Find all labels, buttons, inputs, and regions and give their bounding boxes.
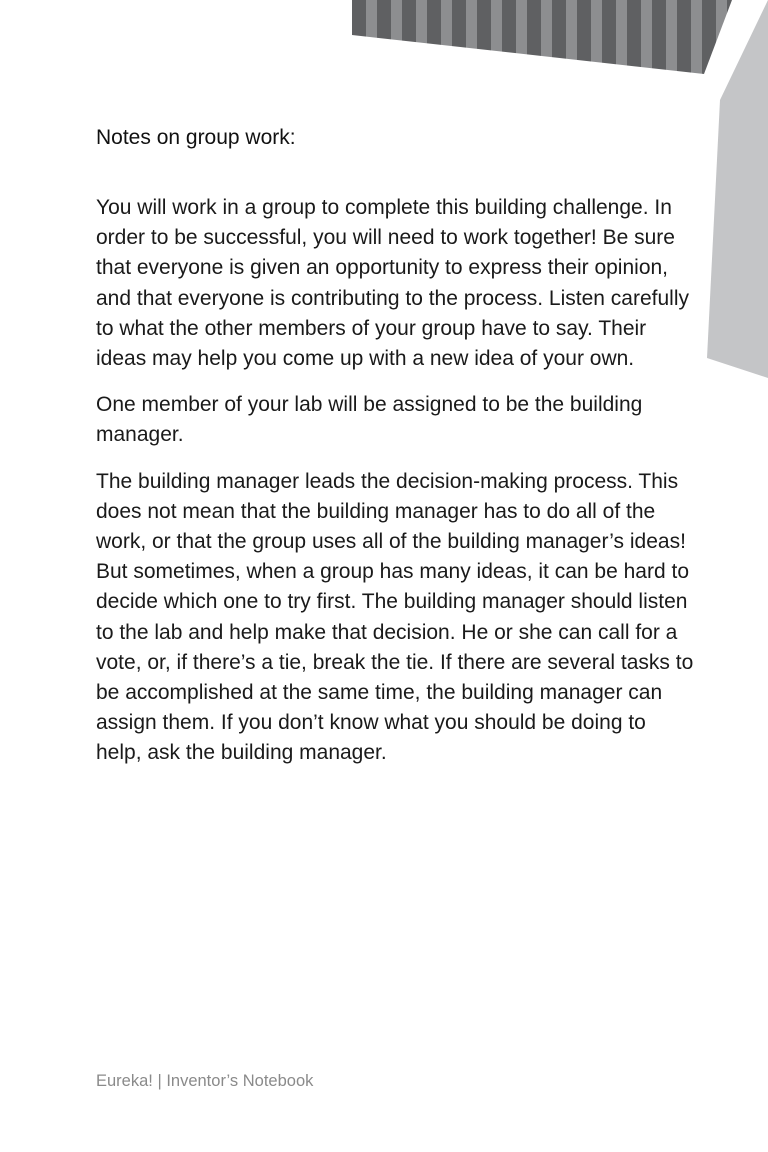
grey-side-panel [707,0,768,378]
paragraph-manager-role: The building manager leads the decision-making process. This does not mean that the building manager has to do all of the work, or that the group uses all of the building manager’s ideas! But sometimes, when a group has many ideas, it can be hard to decide which one to try first. The building manager should listen to the lab and help make that decision. He or she can call for a vote, or, if there’s a tie, break the tie. If there are several tasks to be accomplished at the same time, the building manager can assign them. If you don’t know what you should be doing to help, ask the building manager. [96,469,694,765]
main-content [96,123,696,785]
page-footer: Eureka! | Inventor’s Notebook [96,1072,314,1090]
paragraph-manager-assigned: One member of your lab will be assigned to be the building manager. [96,393,643,447]
striped-banner [352,0,732,74]
paragraph-group-work: You will work in a group to complete this building challenge. In order to be successful, you will need to work together! Be sure that everyone is given an opportunity to express their opinion, and that everyone is contributing to the process. Listen carefully to what the other members of your group have to say. Their ideas may help you come up with a new idea of your own. [96,196,690,371]
section-heading: Notes on group work: [96,126,296,149]
